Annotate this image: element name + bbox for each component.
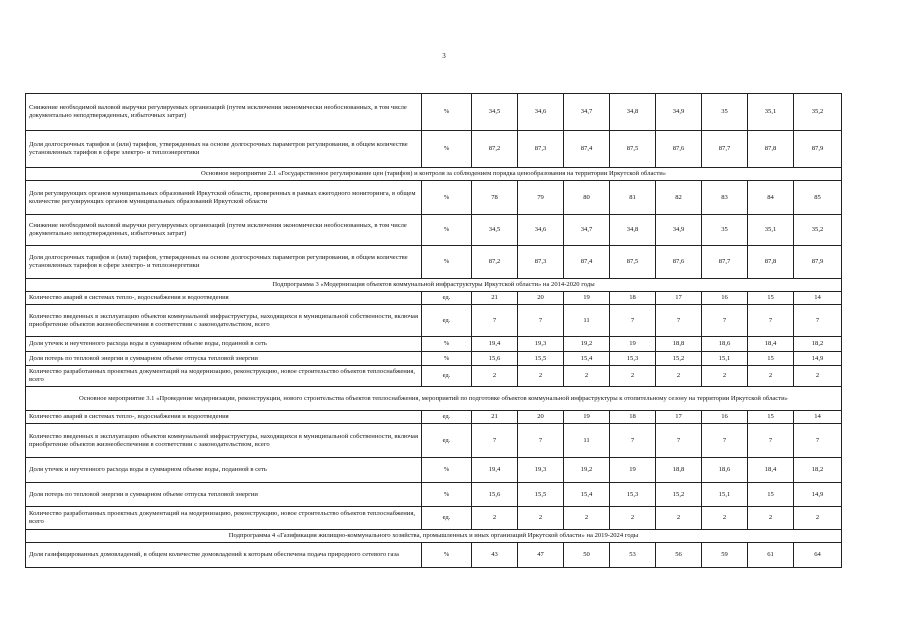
value-cell: 15,2 — [656, 352, 702, 366]
value-cell: 15 — [748, 292, 794, 305]
unit-cell: % — [422, 543, 472, 568]
value-cell: 34,9 — [656, 94, 702, 131]
value-cell: 7 — [610, 424, 656, 458]
indicator-name: Количество аварий в системах тепло-, водоснабжения и водоотведения — [26, 292, 422, 305]
value-cell: 15,6 — [472, 352, 518, 366]
value-cell: 7 — [472, 305, 518, 337]
value-cell: 15,4 — [564, 483, 610, 507]
value-cell: 2 — [472, 507, 518, 530]
unit-cell: % — [422, 246, 472, 279]
value-cell: 15,5 — [518, 352, 564, 366]
value-cell: 81 — [610, 181, 656, 215]
section-header-row — [26, 387, 842, 411]
value-cell: 47 — [518, 543, 564, 568]
indicator-name: Количество разработанных проектных документаций на модернизацию, реконструкцию, новое строительство объектов теплоснабжения, всего — [26, 507, 422, 530]
value-cell: 82 — [656, 181, 702, 215]
unit-cell: % — [422, 352, 472, 366]
value-cell: 84 — [748, 181, 794, 215]
value-cell: 7 — [518, 424, 564, 458]
value-cell: 2 — [564, 507, 610, 530]
indicator-name: Доля долгосрочных тарифов и (или) тарифов, утвержденных на основе долгосрочных параметров регулирования, в общем количестве установленных тарифов в сфере электро- и теплоэнергетики — [26, 131, 422, 168]
value-cell: 87,4 — [564, 246, 610, 279]
value-cell: 34,7 — [564, 215, 610, 246]
value-cell: 34,5 — [472, 94, 518, 131]
unit-cell: ед. — [422, 305, 472, 337]
value-cell: 21 — [472, 292, 518, 305]
value-cell: 34,5 — [472, 215, 518, 246]
value-cell: 16 — [702, 292, 748, 305]
value-cell: 15,3 — [610, 483, 656, 507]
section-title: Основное мероприятие 2.1 «Государственное регулирование цен (тарифов) и контроля за соблюдением порядка ценообразования на территории Иркутской области» — [26, 168, 842, 181]
value-cell: 15 — [748, 411, 794, 424]
value-cell: 18,6 — [702, 458, 748, 483]
value-cell: 83 — [702, 181, 748, 215]
indicator-row — [26, 543, 842, 568]
page-number: 3 — [442, 52, 446, 60]
value-cell: 15,6 — [472, 483, 518, 507]
unit-cell: ед. — [422, 292, 472, 305]
indicator-name: Снижение необходимой валовой выручки регулируемых организаций (путем исключения экономически необоснованных, в том числе документально неподтвержденных, избыточных затрат) — [26, 215, 422, 246]
value-cell: 87,9 — [794, 131, 842, 168]
value-cell: 19,4 — [472, 337, 518, 352]
value-cell: 34,8 — [610, 94, 656, 131]
indicator-row — [26, 181, 842, 215]
indicator-row — [26, 292, 842, 305]
value-cell: 15,1 — [702, 483, 748, 507]
value-cell: 78 — [472, 181, 518, 215]
value-cell: 2 — [610, 507, 656, 530]
value-cell: 19,3 — [518, 337, 564, 352]
indicator-row — [26, 131, 842, 168]
value-cell: 87,4 — [564, 131, 610, 168]
value-cell: 7 — [702, 424, 748, 458]
value-cell: 18 — [610, 411, 656, 424]
value-cell: 11 — [564, 424, 610, 458]
value-cell: 7 — [656, 305, 702, 337]
value-cell: 7 — [794, 305, 842, 337]
value-cell: 7 — [702, 305, 748, 337]
value-cell: 87,2 — [472, 131, 518, 168]
value-cell: 16 — [702, 411, 748, 424]
value-cell: 7 — [656, 424, 702, 458]
indicator-name: Доля потерь по тепловой энергии в суммарном объеме отпуска тепловой энергии — [26, 352, 422, 366]
value-cell: 7 — [518, 305, 564, 337]
value-cell: 2 — [518, 507, 564, 530]
value-cell: 53 — [610, 543, 656, 568]
value-cell: 18,4 — [748, 337, 794, 352]
value-cell: 87,6 — [656, 246, 702, 279]
value-cell: 2 — [794, 507, 842, 530]
value-cell: 35 — [702, 94, 748, 131]
section-header-row — [26, 279, 842, 292]
value-cell: 18,8 — [656, 337, 702, 352]
unit-cell: % — [422, 337, 472, 352]
value-cell: 87,6 — [656, 131, 702, 168]
value-cell: 15 — [748, 483, 794, 507]
value-cell: 15,2 — [656, 483, 702, 507]
value-cell: 18,2 — [794, 337, 842, 352]
indicator-name: Доля утечек и неучтенного расхода воды в суммарном объеме воды, поданной в сеть — [26, 458, 422, 483]
value-cell: 19,4 — [472, 458, 518, 483]
value-cell: 18,8 — [656, 458, 702, 483]
value-cell: 19 — [564, 292, 610, 305]
value-cell: 18,2 — [794, 458, 842, 483]
section-title: Основное мероприятие 3.1 «Проведение модернизации, реконструкции, нового строительства объектов теплоснабжения, мероприятий по подготовке объектов коммунальной инфраструктуры к отопительному сезону на территории Иркутской области» — [26, 387, 842, 411]
value-cell: 2 — [748, 366, 794, 387]
indicator-row — [26, 458, 842, 483]
section-title: Подпрограмма 4 «Газификация жилищно-коммунального хозяйства, промышленных и иных организаций Иркутской области» на 2019-2024 годы — [26, 530, 842, 543]
value-cell: 50 — [564, 543, 610, 568]
value-cell: 34,6 — [518, 94, 564, 131]
value-cell: 19,3 — [518, 458, 564, 483]
indicator-name: Доля газифицированных домовладений, в общем количестве домовладений к которым обеспечена подача природного сетевого газа — [26, 543, 422, 568]
value-cell: 79 — [518, 181, 564, 215]
indicator-name: Доля утечек и неучтенного расхода воды в суммарном объеме воды, поданной в сеть — [26, 337, 422, 352]
value-cell: 35,2 — [794, 215, 842, 246]
value-cell: 43 — [472, 543, 518, 568]
value-cell: 15 — [748, 352, 794, 366]
indicator-row — [26, 507, 842, 530]
value-cell: 2 — [656, 507, 702, 530]
value-cell: 18,6 — [702, 337, 748, 352]
value-cell: 19 — [564, 411, 610, 424]
unit-cell: % — [422, 458, 472, 483]
indicator-name: Доля потерь по тепловой энергии в суммарном объеме отпуска тепловой энергии — [26, 483, 422, 507]
value-cell: 7 — [748, 424, 794, 458]
value-cell: 80 — [564, 181, 610, 215]
value-cell: 11 — [564, 305, 610, 337]
value-cell: 20 — [518, 292, 564, 305]
indicator-row — [26, 483, 842, 507]
value-cell: 19 — [610, 458, 656, 483]
value-cell: 64 — [794, 543, 842, 568]
value-cell: 17 — [656, 292, 702, 305]
value-cell: 14 — [794, 292, 842, 305]
unit-cell: ед. — [422, 424, 472, 458]
value-cell: 7 — [610, 305, 656, 337]
value-cell: 7 — [748, 305, 794, 337]
value-cell: 15,5 — [518, 483, 564, 507]
section-title: Подпрограмма 3 «Модернизация объектов коммунальной инфраструктуры Иркутской области» на 2014-2020 годы — [26, 279, 842, 292]
value-cell: 14,9 — [794, 352, 842, 366]
section-header-row — [26, 168, 842, 181]
value-cell: 87,8 — [748, 246, 794, 279]
value-cell: 56 — [656, 543, 702, 568]
unit-cell: % — [422, 131, 472, 168]
value-cell: 15,1 — [702, 352, 748, 366]
value-cell: 19,2 — [564, 337, 610, 352]
unit-cell: % — [422, 483, 472, 507]
value-cell: 35 — [702, 215, 748, 246]
value-cell: 85 — [794, 181, 842, 215]
unit-cell: % — [422, 215, 472, 246]
value-cell: 87,7 — [702, 131, 748, 168]
value-cell: 20 — [518, 411, 564, 424]
value-cell: 7 — [472, 424, 518, 458]
value-cell: 19,2 — [564, 458, 610, 483]
value-cell: 34,7 — [564, 94, 610, 131]
indicator-row — [26, 337, 842, 352]
value-cell: 87,9 — [794, 246, 842, 279]
value-cell: 87,2 — [472, 246, 518, 279]
value-cell: 2 — [564, 366, 610, 387]
value-cell: 15,4 — [564, 352, 610, 366]
value-cell: 7 — [794, 424, 842, 458]
indicator-name: Доля регулирующих органов муниципальных образований Иркутской области, проверенных в рамках ежегодного мониторинга, в общем количестве регулирующих органов муниципальных образований Иркутской области — [26, 181, 422, 215]
indicator-row — [26, 411, 842, 424]
value-cell: 87,3 — [518, 131, 564, 168]
value-cell: 19 — [610, 337, 656, 352]
indicator-name: Количество аварий в системах тепло-, водоснабжения и водоотведения — [26, 411, 422, 424]
value-cell: 87,3 — [518, 246, 564, 279]
value-cell: 2 — [518, 366, 564, 387]
value-cell: 35,1 — [748, 215, 794, 246]
indicator-name: Количество введенных в эксплуатацию объектов коммунальной инфраструктуры, находящихся в муниципальной собственности, включая приобретение объектов жизнеобеспечения в соответствии с законодательством, всего — [26, 424, 422, 458]
value-cell: 18 — [610, 292, 656, 305]
indicator-row — [26, 215, 842, 246]
indicators-table — [25, 93, 842, 568]
indicator-row — [26, 352, 842, 366]
value-cell: 35,1 — [748, 94, 794, 131]
unit-cell: ед. — [422, 366, 472, 387]
value-cell: 87,5 — [610, 131, 656, 168]
value-cell: 21 — [472, 411, 518, 424]
indicator-name: Доля долгосрочных тарифов и (или) тарифов, утвержденных на основе долгосрочных параметров регулирования, в общем количестве установленных тарифов в сфере электро- и теплоэнергетики — [26, 246, 422, 279]
value-cell: 87,7 — [702, 246, 748, 279]
section-header-row — [26, 530, 842, 543]
value-cell: 61 — [748, 543, 794, 568]
value-cell: 34,9 — [656, 215, 702, 246]
value-cell: 18,4 — [748, 458, 794, 483]
value-cell: 2 — [472, 366, 518, 387]
indicator-row — [26, 305, 842, 337]
indicator-name: Снижение необходимой валовой выручки регулируемых организаций (путем исключения экономически необоснованных, в том числе документально неподтвержденных, избыточных затрат) — [26, 94, 422, 131]
unit-cell: % — [422, 94, 472, 131]
unit-cell: % — [422, 181, 472, 215]
value-cell: 15,3 — [610, 352, 656, 366]
value-cell: 87,8 — [748, 131, 794, 168]
value-cell: 34,8 — [610, 215, 656, 246]
value-cell: 34,6 — [518, 215, 564, 246]
value-cell: 2 — [794, 366, 842, 387]
value-cell: 2 — [702, 507, 748, 530]
indicator-row — [26, 424, 842, 458]
indicator-name: Количество разработанных проектных документаций на модернизацию, реконструкцию, новое строительство объектов теплоснабжения, всего — [26, 366, 422, 387]
indicator-row — [26, 94, 842, 131]
unit-cell: ед. — [422, 507, 472, 530]
indicator-row — [26, 366, 842, 387]
value-cell: 35,2 — [794, 94, 842, 131]
indicator-row — [26, 246, 842, 279]
unit-cell: ед. — [422, 411, 472, 424]
value-cell: 14 — [794, 411, 842, 424]
value-cell: 59 — [702, 543, 748, 568]
indicator-name: Количество введенных в эксплуатацию объектов коммунальной инфраструктуры, находящихся в муниципальной собственности, включая приобретение объектов жизнеобеспечения в соответствии с законодательством, всего — [26, 305, 422, 337]
value-cell: 2 — [702, 366, 748, 387]
value-cell: 2 — [610, 366, 656, 387]
value-cell: 87,5 — [610, 246, 656, 279]
value-cell: 14,9 — [794, 483, 842, 507]
value-cell: 2 — [656, 366, 702, 387]
value-cell: 17 — [656, 411, 702, 424]
value-cell: 2 — [748, 507, 794, 530]
